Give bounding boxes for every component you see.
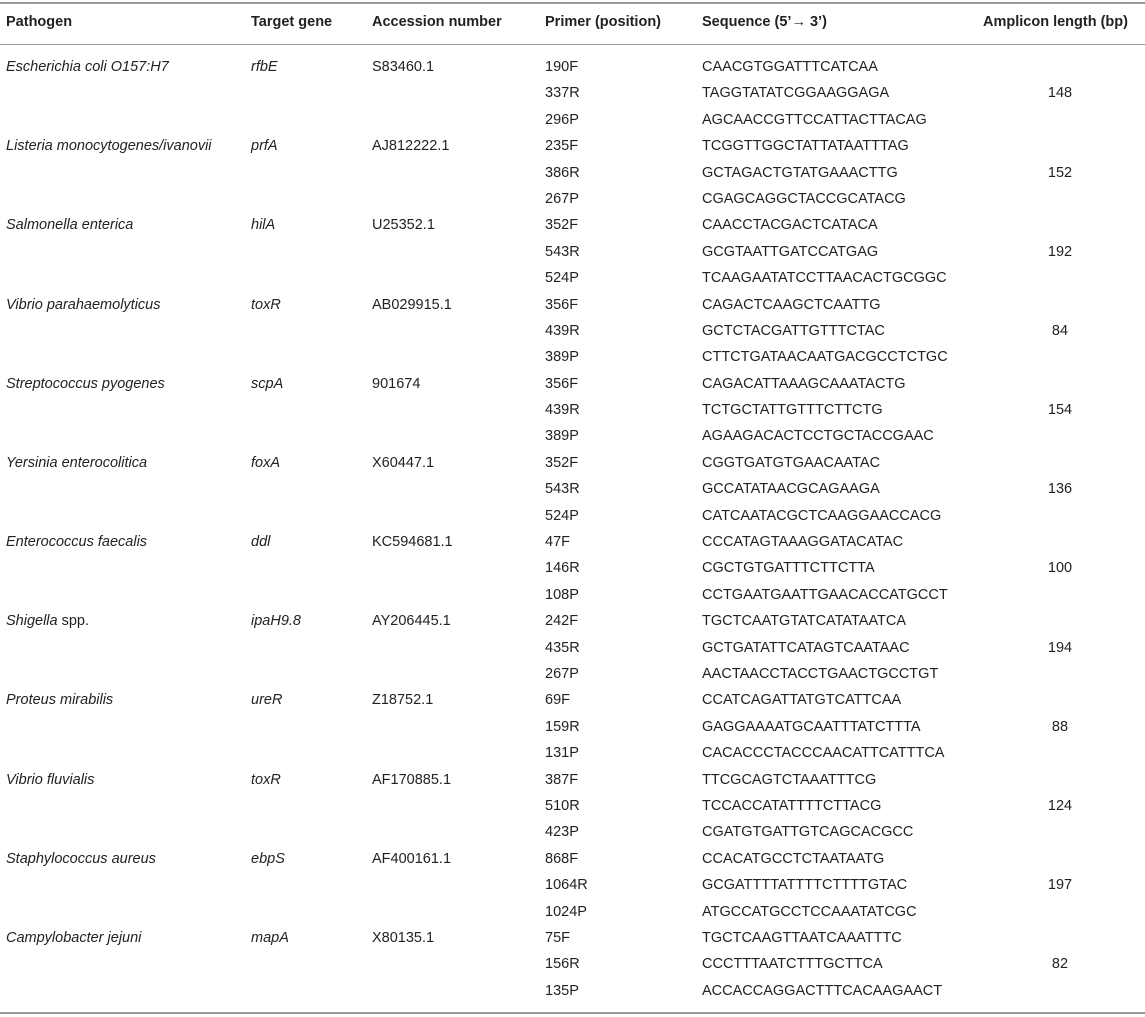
sequence-cell: TAGGTATATCGGAAGGAGA — [702, 85, 890, 102]
target-gene-cell: ddl — [251, 534, 271, 551]
table-row — [0, 740, 1145, 766]
table-row — [0, 951, 1145, 977]
primer-cell: 543R — [545, 481, 580, 498]
sequence-cell: GCGTAATTGATCCATGAG — [702, 243, 879, 260]
pathogen-cell: Listeria monocytogenes/ivanovii — [6, 138, 212, 155]
table-row — [0, 292, 1145, 318]
header-accession: Accession number — [372, 14, 502, 30]
sequence-cell: CACACCCTACCCAACATTCATTTCA — [702, 745, 945, 762]
accession-cell: AJ812222.1 — [372, 138, 450, 155]
primer-cell: 242F — [545, 613, 579, 630]
primer-cell: 543R — [545, 243, 580, 260]
accession-cell: AB029915.1 — [372, 296, 452, 313]
sequence-cell: AGCAACCGTTCCATTACTTACAG — [702, 111, 927, 128]
sequence-cell: GAGGAAAATGCAATTTATCTTTA — [702, 718, 921, 735]
table-row — [0, 476, 1145, 502]
table-row — [0, 635, 1145, 661]
accession-cell: S83460.1 — [372, 59, 435, 75]
pathogen-cell: Vibrio parahaemolyticus — [6, 296, 161, 313]
table-bottom-rule — [0, 1012, 1145, 1014]
sequence-cell: CCCATAGTAAAGGATACATAC — [702, 534, 904, 551]
table-row — [0, 186, 1145, 212]
primer-cell: 296P — [545, 111, 579, 128]
primer-cell: 267P — [545, 665, 579, 682]
accession-cell: KC594681.1 — [372, 534, 453, 551]
primer-cell: 352F — [545, 454, 579, 471]
target-gene-cell: toxR — [251, 771, 281, 788]
target-gene-cell: mapA — [251, 929, 289, 946]
table-row — [0, 239, 1145, 265]
sequence-cell: TCAAGAATATCCTTAACACTGCGGC — [702, 270, 947, 287]
sequence-cell: CCTGAATGAATTGAACACCATGCCT — [702, 586, 948, 603]
sequence-cell: TGCTCAATGTATCATATAATCA — [702, 613, 907, 630]
table-row — [0, 872, 1145, 898]
table-header — [0, 0, 1145, 44]
sequence-cell: GCCATATAACGCAGAAGA — [702, 481, 880, 498]
sequence-cell: TCGGTTGGCTATTATAATTTAG — [702, 138, 909, 155]
primer-cell: 69F — [545, 692, 570, 709]
table-row — [0, 80, 1145, 106]
table-row — [0, 846, 1145, 872]
table-row — [0, 582, 1145, 608]
header-amplicon: Amplicon length (bp) — [983, 14, 1128, 30]
primer-cell: 159R — [545, 718, 580, 735]
primer-cell: 47F — [545, 534, 570, 551]
amplicon-cell: 88 — [1051, 718, 1069, 735]
amplicon-cell: 100 — [1047, 560, 1073, 577]
accession-cell: 901674 — [372, 375, 421, 392]
sequence-cell: CAACGTGGATTTCATCAA — [702, 59, 878, 75]
pathogen-cell: Escherichia coli O157:H7 — [6, 59, 169, 75]
table-body — [0, 54, 1145, 1004]
pathogen-genus: Shigella — [6, 613, 58, 630]
primer-cell: 386R — [545, 164, 580, 181]
amplicon-cell: 152 — [1047, 164, 1073, 181]
sequence-cell: CCATCAGATTATGTCATTCAA — [702, 692, 902, 709]
sequence-cell: TCCACCATATTTTCTTACG — [702, 797, 882, 814]
sequence-cell: CAACCTACGACTCATACA — [702, 217, 878, 234]
pathogen-suffix: spp. — [57, 613, 90, 630]
target-gene-cell: ureR — [251, 692, 283, 709]
sequence-cell: CATCAATACGCTCAAGGAACCACG — [702, 507, 942, 524]
primer-cell: 389P — [545, 349, 579, 366]
amplicon-cell: 192 — [1047, 243, 1073, 260]
pathogen-cell: Campylobacter jejuni — [6, 929, 142, 946]
primer-cell: 1064R — [545, 877, 588, 894]
primer-cell: 524P — [545, 270, 579, 287]
amplicon-cell: 148 — [1047, 85, 1073, 102]
header-primer: Primer (position) — [545, 14, 662, 30]
amplicon-cell: 124 — [1047, 797, 1073, 814]
table-row — [0, 371, 1145, 397]
primer-cell: 75F — [545, 929, 570, 946]
accession-cell: AY206445.1 — [372, 613, 451, 630]
table-row — [0, 555, 1145, 581]
amplicon-cell: 82 — [1051, 956, 1069, 973]
sequence-cell: CAGACTCAAGCTCAATTG — [702, 296, 881, 313]
primer-cell: 423P — [545, 824, 579, 841]
sequence-cell: GCTGATATTCATAGTCAATAAC — [702, 639, 910, 656]
sequence-cell: CGAGCAGGCTACCGCATACG — [702, 190, 906, 207]
primer-cell: 190F — [545, 59, 579, 75]
target-gene-cell: rfbE — [251, 59, 278, 75]
target-gene-cell: foxA — [251, 454, 281, 471]
accession-cell: Z18752.1 — [372, 692, 434, 709]
accession-cell: X60447.1 — [372, 454, 435, 471]
header-sequence: Sequence (5’→ 3’) — [702, 14, 827, 30]
sequence-cell: CCACATGCCTCTAATAATG — [702, 850, 885, 867]
table-row — [0, 54, 1145, 80]
primer-cell: 267P — [545, 190, 579, 207]
amplicon-cell: 154 — [1047, 402, 1073, 419]
primer-cell: 135P — [545, 982, 579, 999]
target-gene-cell: hilA — [251, 217, 276, 234]
pathogen-cell — [6, 612, 89, 630]
sequence-cell: TCTGCTATTGTTTCTTCTG — [702, 402, 883, 419]
amplicon-cell: 84 — [1051, 322, 1069, 339]
table-row — [0, 925, 1145, 951]
sequence-cell: CCCTTTAATCTTTGCTTCA — [702, 956, 883, 973]
table-row — [0, 160, 1145, 186]
accession-cell: AF400161.1 — [372, 850, 452, 867]
sequence-cell: AGAAGACACTCCTGCTACCGAAC — [702, 428, 934, 445]
amplicon-cell: 136 — [1047, 481, 1073, 498]
target-gene-cell: ebpS — [251, 850, 285, 867]
primer-cell: 524P — [545, 507, 579, 524]
sequence-cell: ATGCCATGCCTCCAAATATCGC — [702, 903, 917, 920]
primer-cell: 389P — [545, 428, 579, 445]
sequence-cell: GCTCTACGATTGTTTCTAC — [702, 322, 885, 339]
primer-cell: 337R — [545, 85, 580, 102]
sequence-cell: TGCTCAAGTTAATCAAATTTC — [702, 929, 902, 946]
table-row — [0, 318, 1145, 344]
primer-cell: 156R — [545, 956, 580, 973]
target-gene-cell: scpA — [251, 375, 284, 392]
primer-cell: 235F — [545, 138, 579, 155]
table-row — [0, 529, 1145, 555]
table-row — [0, 107, 1145, 133]
primer-cell: 356F — [545, 375, 579, 392]
primer-cell: 146R — [545, 560, 580, 577]
pathogen-cell: Staphylococcus aureus — [6, 850, 156, 867]
table-row — [0, 767, 1145, 793]
pathogen-cell: Yersinia enterocolitica — [6, 454, 148, 471]
primer-cell: 439R — [545, 322, 580, 339]
sequence-cell: CGGTGATGTGAACAATAC — [702, 454, 881, 471]
pathogen-cell: Proteus mirabilis — [6, 692, 114, 709]
accession-cell: AF170885.1 — [372, 771, 452, 788]
table-header-rule — [0, 44, 1145, 45]
target-gene-cell: ipaH9.8 — [251, 613, 301, 630]
sequence-cell: CGATGTGATTGTCAGCACGCC — [702, 824, 914, 841]
primer-cell: 356F — [545, 296, 579, 313]
primer-cell: 510R — [545, 797, 580, 814]
table-row — [0, 793, 1145, 819]
sequence-cell: GCTAGACTGTATGAAACTTG — [702, 164, 898, 181]
primer-cell: 352F — [545, 217, 579, 234]
pathogen-cell: Vibrio fluvialis — [6, 771, 95, 788]
target-gene-cell: toxR — [251, 296, 281, 313]
sequence-cell: CGCTGTGATTTCTTCTTA — [702, 560, 875, 577]
table-row — [0, 450, 1145, 476]
accession-cell: U25352.1 — [372, 217, 435, 234]
table-row — [0, 608, 1145, 634]
table-row — [0, 714, 1145, 740]
target-gene-cell: prfA — [251, 138, 278, 155]
primer-cell: 108P — [545, 586, 579, 603]
header-target-gene: Target gene — [251, 14, 333, 30]
sequence-cell: TTCGCAGTCTAAATTTCG — [702, 771, 877, 788]
sequence-cell: ACCACCAGGACTTTCACAAGAACT — [702, 982, 943, 999]
table-row — [0, 423, 1145, 449]
primer-cell: 439R — [545, 402, 580, 419]
primer-cell: 868F — [545, 850, 579, 867]
primer-cell: 435R — [545, 639, 580, 656]
table-row — [0, 687, 1145, 713]
amplicon-cell: 194 — [1047, 639, 1073, 656]
accession-cell: X80135.1 — [372, 929, 435, 946]
table-row — [0, 661, 1145, 687]
table-row — [0, 899, 1145, 925]
sequence-cell: CTTCTGATAACAATGACGCCTCTGC — [702, 349, 948, 366]
primer-cell: 131P — [545, 745, 579, 762]
table-row — [0, 503, 1145, 529]
table-row — [0, 212, 1145, 238]
table-row — [0, 133, 1145, 159]
sequence-cell: CAGACATTAAAGCAAATACTG — [702, 375, 906, 392]
table-row — [0, 819, 1145, 845]
amplicon-cell: 197 — [1047, 877, 1073, 894]
table-row — [0, 265, 1145, 291]
table-row — [0, 397, 1145, 423]
table-row — [0, 344, 1145, 370]
pathogen-cell: Enterococcus faecalis — [6, 534, 148, 551]
header-pathogen: Pathogen — [6, 14, 73, 30]
sequence-cell: GCGATTTTATTTTCTTTTGTAC — [702, 877, 908, 894]
pathogen-cell: Streptococcus pyogenes — [6, 375, 165, 392]
pathogen-cell: Salmonella enterica — [6, 217, 134, 234]
table-row — [0, 978, 1145, 1004]
sequence-cell: AACTAACCTACCTGAACTGCCTGT — [702, 665, 939, 682]
primer-cell: 387F — [545, 771, 579, 788]
primer-cell: 1024P — [545, 903, 587, 920]
